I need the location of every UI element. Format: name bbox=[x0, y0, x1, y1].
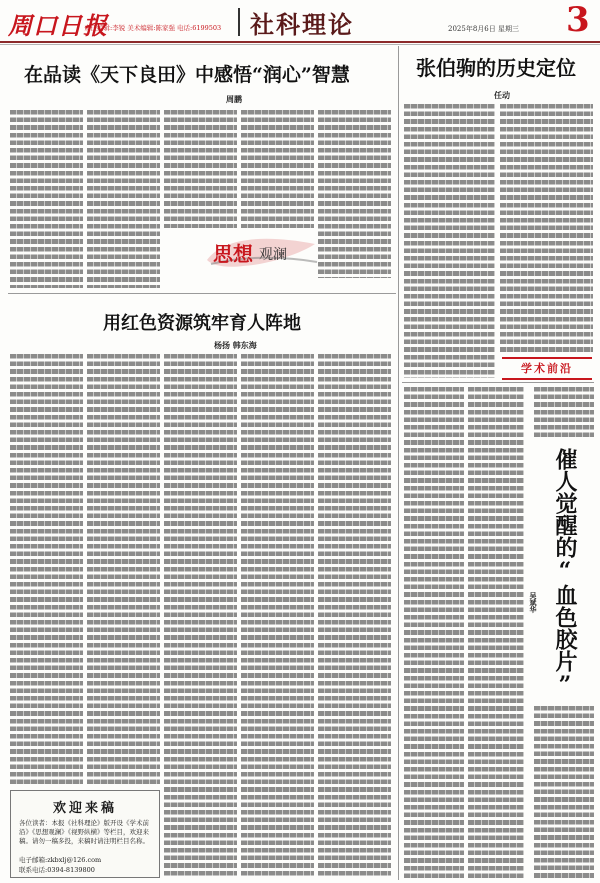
submission-box bbox=[10, 790, 160, 878]
red-resources-body-column bbox=[318, 354, 391, 878]
zhang-boju-body-column bbox=[404, 104, 495, 378]
thought-column-label-sub: 观澜 bbox=[259, 247, 287, 263]
frontier-column-label: 学术前沿 bbox=[502, 357, 592, 380]
film-article-byline: 吴斌华 bbox=[529, 592, 538, 613]
red-resources-byline: 杨扬 韩东海 bbox=[214, 340, 257, 350]
submission-box-title: 欢迎来稿 bbox=[52, 801, 117, 816]
page-number: 3 bbox=[566, 0, 590, 40]
article-separator bbox=[402, 382, 594, 383]
lead-article-body-column bbox=[10, 110, 83, 288]
masthead-rule bbox=[0, 41, 600, 43]
lead-article-body-column bbox=[164, 110, 237, 228]
submission-phone: 联系电话:0394-8139800 bbox=[19, 866, 95, 874]
lead-article-title: 在品读《天下良田》中感悟“润心”智慧 bbox=[24, 64, 350, 86]
zhang-boju-title: 张伯驹的历史定位 bbox=[416, 56, 576, 80]
thought-column-label-main: 思想 bbox=[213, 242, 253, 266]
lead-article-body-column bbox=[318, 110, 391, 278]
film-article-title: 催人觉醒的“血色胶片” bbox=[552, 448, 578, 698]
zhang-boju-body-column bbox=[500, 104, 593, 352]
section-title: 社科理论 bbox=[250, 10, 354, 39]
red-resources-title: 用红色资源筑牢育人阵地 bbox=[103, 313, 301, 334]
zhang-boju-byline: 任动 bbox=[494, 90, 510, 100]
lead-article-body-column bbox=[241, 110, 314, 228]
red-resources-body-column bbox=[241, 354, 314, 878]
newspaper-logo: 周口日报 bbox=[8, 11, 108, 40]
film-body-column bbox=[534, 387, 594, 439]
film-body-column bbox=[404, 387, 464, 878]
masthead-rule-thin bbox=[0, 44, 600, 45]
film-body-column bbox=[534, 706, 594, 878]
thought-column-logo bbox=[203, 230, 321, 274]
red-resources-body-column bbox=[10, 354, 83, 785]
red-resources-body-column bbox=[164, 354, 237, 878]
lead-article-body-column bbox=[87, 110, 160, 288]
red-resources-body-column bbox=[87, 354, 160, 785]
issue-date: 2025年8月6日 星期三 bbox=[448, 25, 519, 33]
lead-article-byline: 周鹏 bbox=[226, 94, 242, 104]
section-divider bbox=[238, 8, 240, 36]
block-divider bbox=[398, 46, 399, 880]
submission-box-body: 各位读者：本报《社科理论》版开设《学术前沿》《思想观澜》《视野纵横》等栏目，欢迎来稿。请勿一稿多投，来稿时请注明栏目名称。 bbox=[19, 819, 149, 845]
editor-info: 责任编辑:李锐 美术编辑:陈家强 电话:6199503 bbox=[84, 24, 222, 32]
article-separator bbox=[8, 293, 396, 294]
submission-email: 电子邮箱:zkbxlj@126.com bbox=[19, 856, 102, 864]
film-body-column bbox=[468, 387, 524, 878]
